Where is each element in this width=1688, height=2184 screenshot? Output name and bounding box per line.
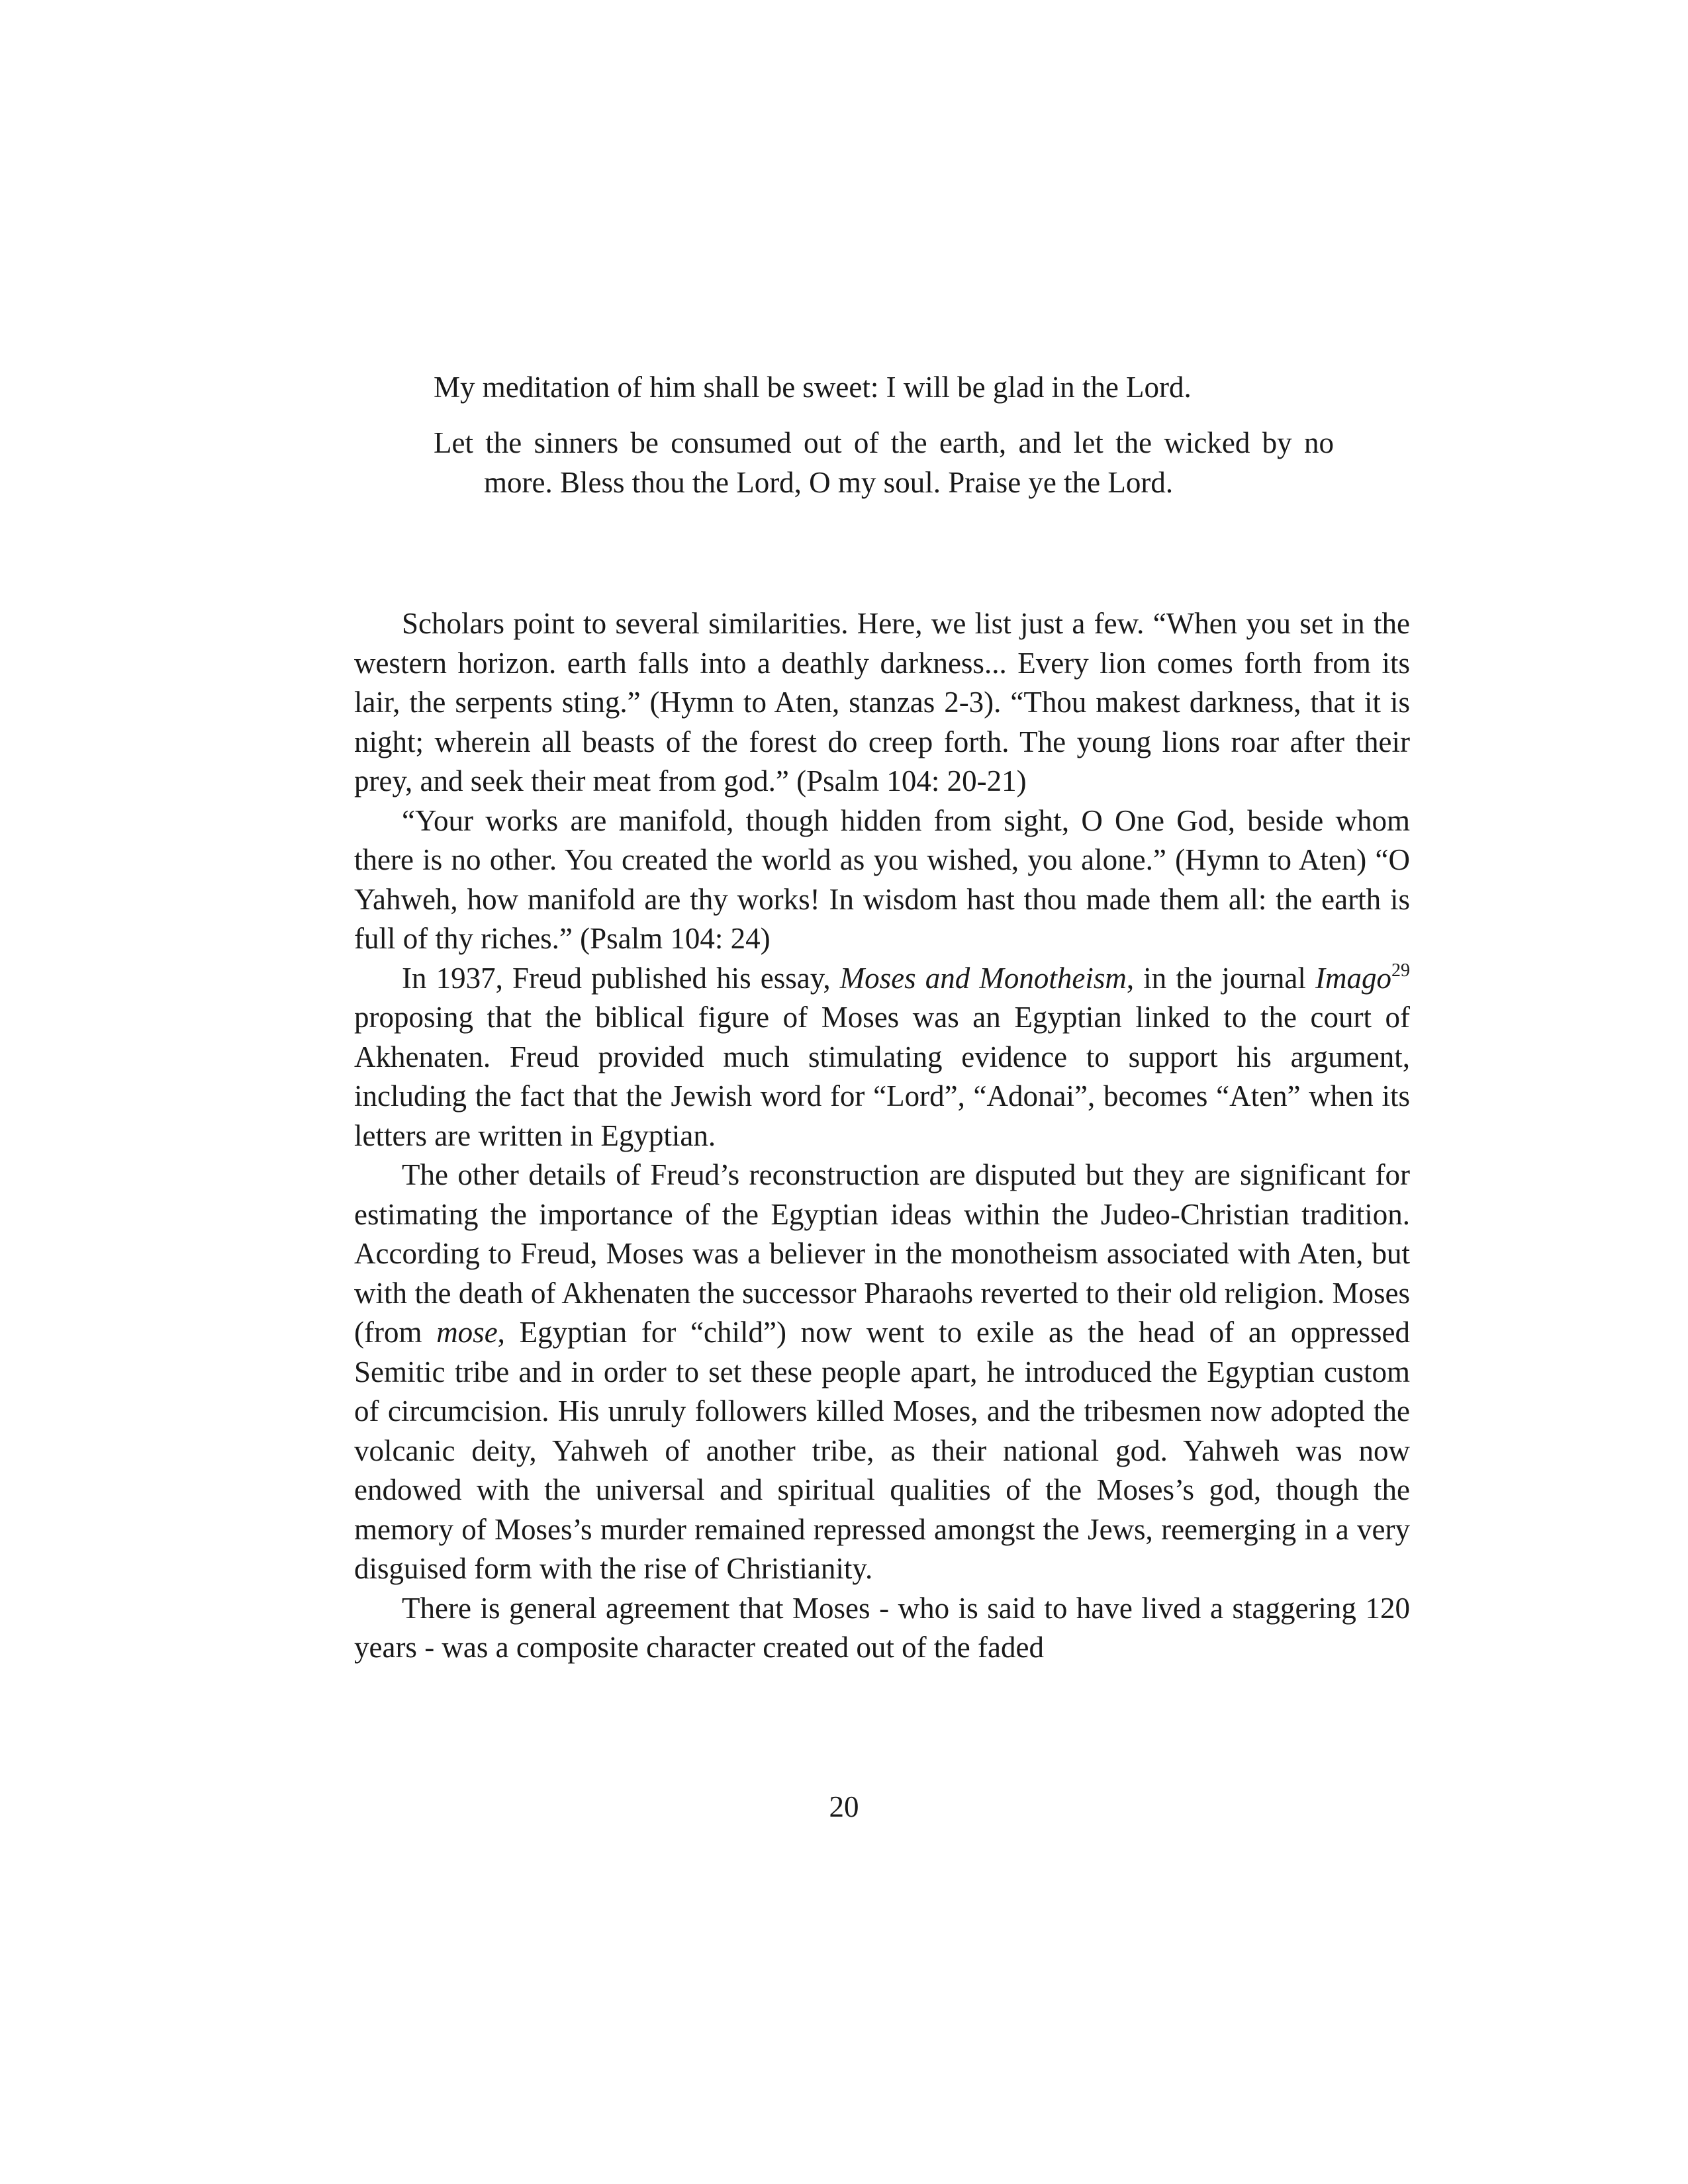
paragraph: Scholars point to several similarities. Here, we list just a few. “When you set in the western horizon. earth falls into a deathly darkness... Every lion comes forth from its lair, the serpents sting.” (Hymn to Aten, stanzas 2-3). “Thou makest darkness, that it is night; wherein all beasts of the forest do creep forth. The young lions roar after their prey, and seek their meat from god.” (Psalm 104: 20-21): [354, 607, 1410, 797]
paragraph: [354, 1156, 1410, 1589]
quote-verse: My meditation of him shall be sweet: I will be glad in the Lord.: [434, 371, 1192, 404]
paragraph: [354, 959, 1410, 1156]
journal-title: Imago: [1315, 961, 1391, 995]
psalm-quote-block: [434, 367, 1334, 518]
text-span: In 1937, Freud published his essay,: [402, 961, 840, 995]
book-title: Moses and Monotheism: [839, 961, 1127, 995]
emphasized-word: mose: [436, 1316, 498, 1349]
text-span: , Egyptian for “child”) now went to exile as the head of an oppressed Semitic tribe and in order to set these people apart, he introduced the Egyptian custom of circumcision. His unruly followers killed Moses, and the tribesmen now adopted the volcanic deity, Yahweh of another tribe, as their national god. Yahweh was now endowed with the universal and spiritual qualities of the Moses’s god, though the memory of Moses’s murder remained repressed amongst the Jews, reemerging in a very disguised form with the rise of Christianity.: [354, 1316, 1410, 1585]
paragraph: “Your works are manifold, though hidden from sight, O One God, beside whom there is no other. You created the world as you wished, you alone.” (Hymn to Aten) “O Yahweh, how manifold are thy works! In wisdom hast thou made them all: the earth is full of thy riches.” (Psalm 104: 24): [354, 803, 1410, 955]
text-span: proposing that the biblical figure of Moses was an Egyptian linked to the court of Akhenaten. Freud provided much stimulating evidence to support his argument, including the fact that the Jewish word for “Lord”, “Adonai”, becomes “Aten” when its letters are written in Egyptian.: [354, 1001, 1410, 1152]
paragraph: There is general agreement that Moses - who is said to have lived a staggering 120 years - was a composite character created out of the faded: [354, 1591, 1410, 1664]
body-text: [354, 604, 1410, 1668]
text-span: , in the journal: [1126, 961, 1316, 995]
page-number: 20: [829, 1790, 859, 1823]
text-span: The other details of Freud’s reconstruction are disputed but they are significant for estimating the importance of the Egyptian ideas within the Judeo-Christian tradition. According to Freud, Moses was a believer in the monotheism associated with Aten, but with the death of Akhenaten the successor Pharaohs reverted to their old religion. Moses (from: [354, 1158, 1410, 1349]
footnote-marker: 29: [1391, 960, 1410, 981]
quote-verse: Let the sinners be consumed out of the earth, and let the wicked by no more. Bless thou the Lord, O my soul. Praise ye the Lord.: [434, 426, 1334, 499]
